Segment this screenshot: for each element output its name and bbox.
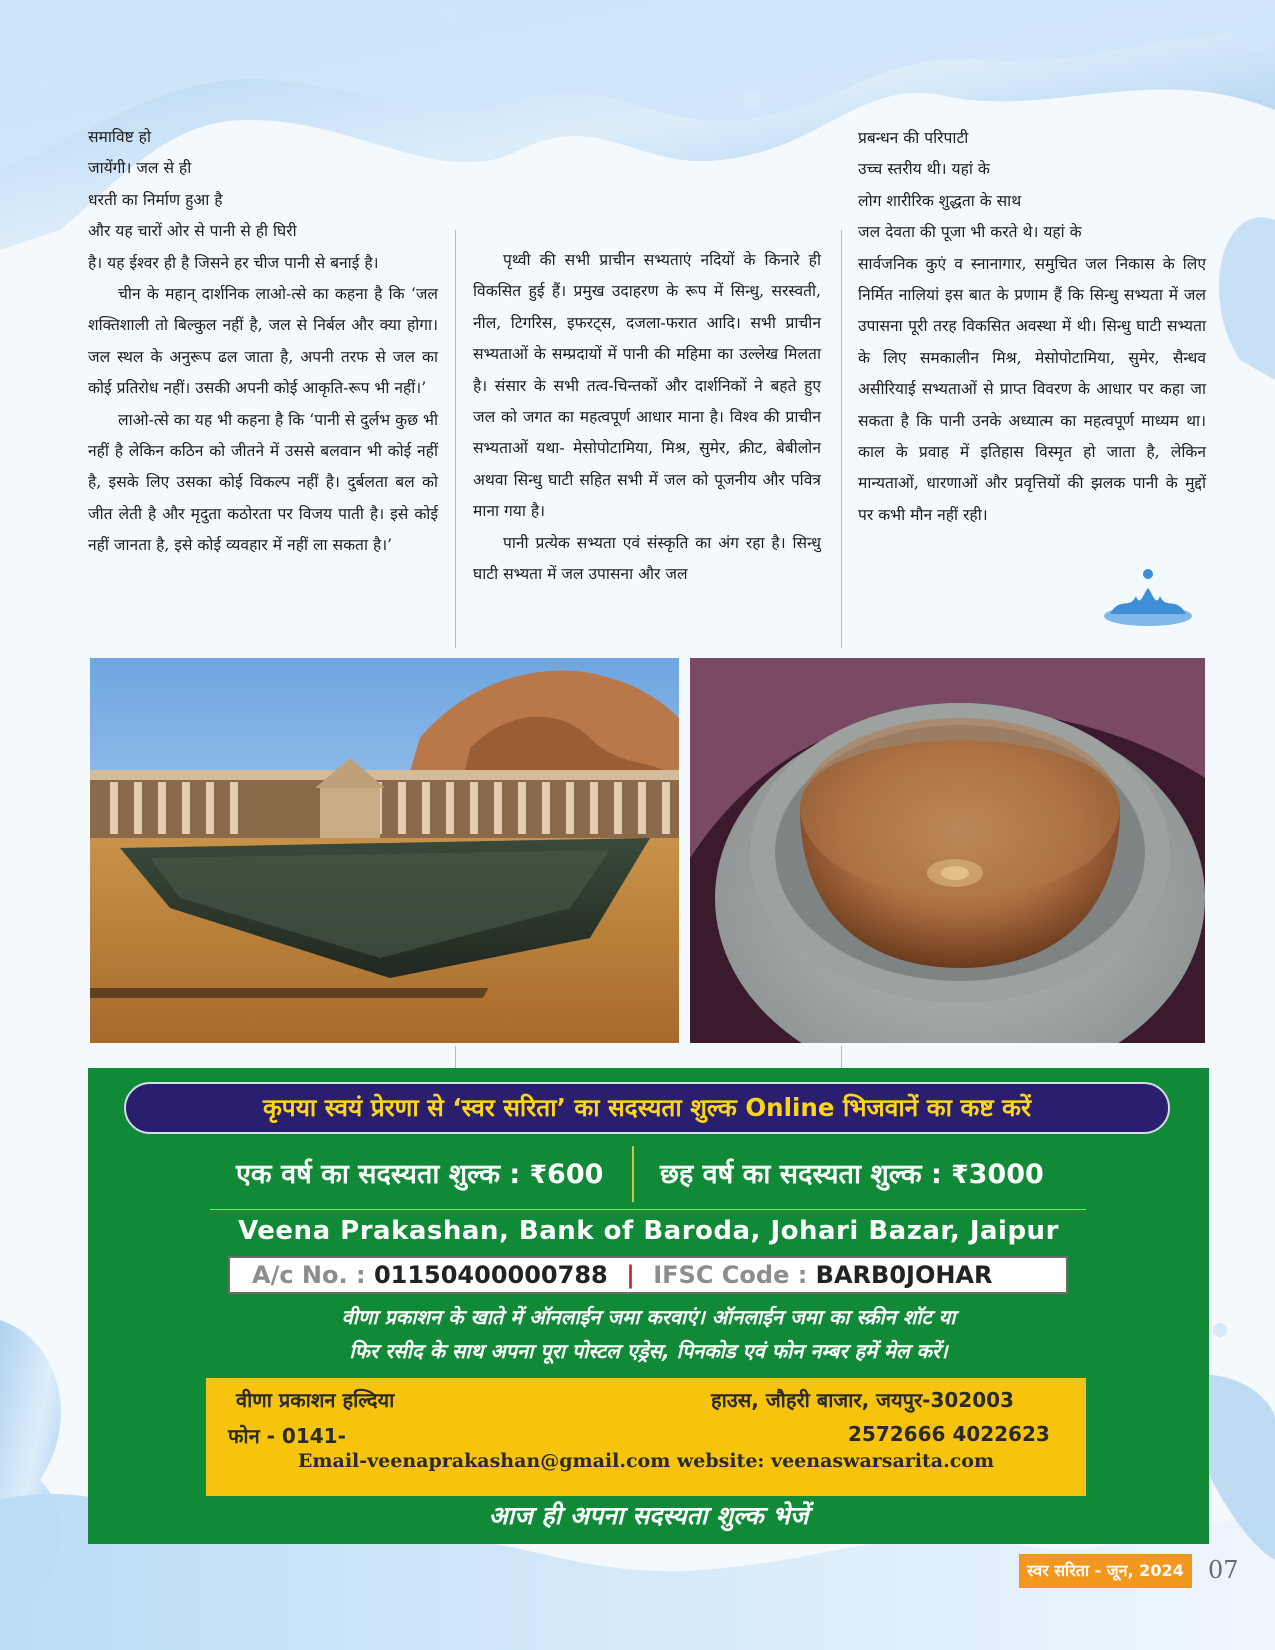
fee-six-year	[660, 1154, 1044, 1191]
subscription-banner	[88, 1068, 1209, 1544]
payment-instructions	[88, 1300, 1209, 1368]
column-divider-left-lower	[455, 1046, 456, 1068]
account-label: A/c No. :	[252, 1261, 366, 1289]
text-line: लोग शारीरिक शुद्धता के साथ	[858, 191, 1022, 210]
column-divider-left	[455, 230, 456, 648]
ifsc-code: BARB0JOHAR	[815, 1261, 993, 1289]
article-column-3	[858, 123, 1206, 531]
closing-line: आज ही अपना सदस्यता शुल्क भेजें	[488, 1501, 809, 1530]
fee-label: छह वर्ष का सदस्यता शुल्क :	[660, 1159, 942, 1190]
rupee-icon: ₹	[529, 1160, 548, 1189]
water-drop-splash-icon	[1100, 566, 1196, 628]
phone-label: फोन - 0141-	[228, 1424, 346, 1448]
address-left: वीणा प्रकाशन हल्दिया	[236, 1388, 395, 1412]
fee-amount: 3000	[968, 1159, 1044, 1190]
phone-numbers: 2572666 4022623	[848, 1422, 1050, 1446]
paragraph: चीन के महान् दार्शनिक लाओ-त्से का कहना है कि ‘जल शक्तिशाली तो बिल्कुल नहीं है, जल से निर्बल और क्या होगा। जल स्थल के अनुरूप ढल जाता है, अपनी तरफ से जल का कोई प्रतिरोध नहीं। उसकी अपनी कोई आकृति-रूप भी नहीं।’	[88, 285, 438, 398]
column-divider-right	[841, 230, 842, 648]
text-line: जायेंगी। जल से ही	[88, 159, 192, 178]
fee-amount: 600	[547, 1159, 604, 1190]
paragraph: है। यह ईश्वर ही है जिसने हर चीज पानी से बनाई है।	[88, 253, 379, 272]
paragraph: सार्वजनिक कुएं व स्नानागार, समुचित जल निकास के लिए निर्मित नालियां इस बात के प्रणाम हैं कि सिन्धु सभ्यता में जल उपासना पूरी तरह विकसित अवस्था में थी। सिन्धु घाटी सभ्यता के लिए समकालीन मिश्र, मेसोपोटामिया, सुमेर, सैन्धव असीरियाई सभ्यताओं से प्राप्त विवरण के आधार पर कहा जा सकता है कि पानी उनके अध्यात्म का महत्वपूर्ण माध्यम था। काल के प्रवाह में इतिहास विस्मृत हो जाता है, लेकिन मान्यताओं, धारणाओं और प्रवृत्तियों की झलक पानी के मुद्दों पर कभी मौन नहीं रही।	[858, 254, 1206, 524]
text-line: और यह चारों ओर से पानी से ही घिरी	[88, 222, 297, 241]
paragraph: लाओ-त्से का यह भी कहना है कि ‘पानी से दुर्लभ कुछ भी नहीं है लेकिन कठिन को जीतने में उससे बलवान भी कोई नहीं है, इसके लिए उसका कोई विकल्प नहीं है। दुर्बलता बल को जीत लेती है और मृदुता कठोरता पर विजय पाती है। इसे कोई नहीं जानता है, इसे कोई व्यवहार में नहीं ला सकता है।’	[88, 410, 438, 555]
text-line: धरती का निर्माण हुआ है	[88, 190, 223, 209]
fee-one-year	[236, 1154, 603, 1191]
contact-box	[206, 1378, 1086, 1496]
separator: |	[626, 1261, 635, 1289]
instruction-line: फिर रसीद के साथ अपना पूरा पोस्टल एड्रेस, पिनकोड एवं फोन नम्बर हमें मेल करें।	[349, 1339, 948, 1363]
instruction-line: वीणा प्रकाशन के खाते में ऑनलाईन जमा करवाएं। ऑनलाईन जमा का स्क्रीन शॉट या	[341, 1305, 956, 1329]
copper-bowl-photo	[690, 658, 1205, 1043]
rupee-icon: ₹	[951, 1160, 969, 1189]
account-box	[228, 1256, 1068, 1294]
fee-divider	[632, 1146, 634, 1202]
banner-headline: कृपया स्वयं प्रेरणा से ‘स्वर सरिता’ का सदस्यता शुल्क Online भिजवानें का कष्ट करें	[124, 1082, 1170, 1134]
text-line: प्रबन्धन की परिपाटी	[858, 129, 969, 147]
paragraph: पृथ्वी की सभी प्राचीन सभ्यताएं नदियों के किनारे ही विकसित हुई हैं। प्रमुख उदाहरण के रूप में सिन्धु, सरस्वती, नील, टिगरिस, इफरट्स, दजला-फरात आदि। सभी प्राचीन सभ्यताओं के सम्प्रदायों में पानी की महिमा का उल्लेख मिलता है। संसार के सभी तत्व-चिन्तकों और दार्शनिकों ने बहते हुए जल को जगत का महत्वपूर्ण आधार माना है। विश्व की प्राचीन सभ्यताओं यथा- मेसोपोटामिया, मिश्र, सुमेर, क्रीट, बेबीलोन अथवा सिन्धु घाटी सहित सभी में जल को पूजनीय और पवित्र माना गया है।	[473, 251, 821, 521]
text-line: समाविष्ट हो	[88, 128, 151, 146]
banner-divider	[210, 1209, 1086, 1210]
text-line: उच्च स्तरीय थी। यहां के	[858, 160, 990, 179]
fee-label: एक वर्ष का सदस्यता शुल्क :	[236, 1159, 521, 1190]
ifsc-label: IFSC Code :	[653, 1261, 808, 1289]
article-column-2	[473, 245, 821, 590]
address-right: हाउस, जौहरी बाजार, जयपुर-302003	[711, 1388, 1014, 1412]
paragraph: पानी प्रत्येक सभ्यता एवं संस्कृति का अंग रहा है। सिन्धु घाटी सभ्यता में जल उपासना और जल	[473, 533, 821, 584]
temple-tank-photo	[90, 658, 679, 1043]
email-website[interactable]: Email-veenaprakashan@gmail.com website: veenaswarsarita.com	[297, 1450, 995, 1472]
bank-details: Veena Prakashan, Bank of Baroda, Johari Bazar, Jaipur	[238, 1216, 1059, 1246]
magazine-footer: स्वर सरिता - जून, 2024	[1019, 1554, 1192, 1588]
article-column-1	[88, 122, 438, 562]
account-number: 01150400000788	[373, 1261, 608, 1289]
column-divider-right-lower	[841, 1046, 842, 1068]
text-line: जल देवता की पूजा भी करते थे। यहां के	[858, 223, 1082, 242]
page-number: 07	[1208, 1556, 1239, 1584]
